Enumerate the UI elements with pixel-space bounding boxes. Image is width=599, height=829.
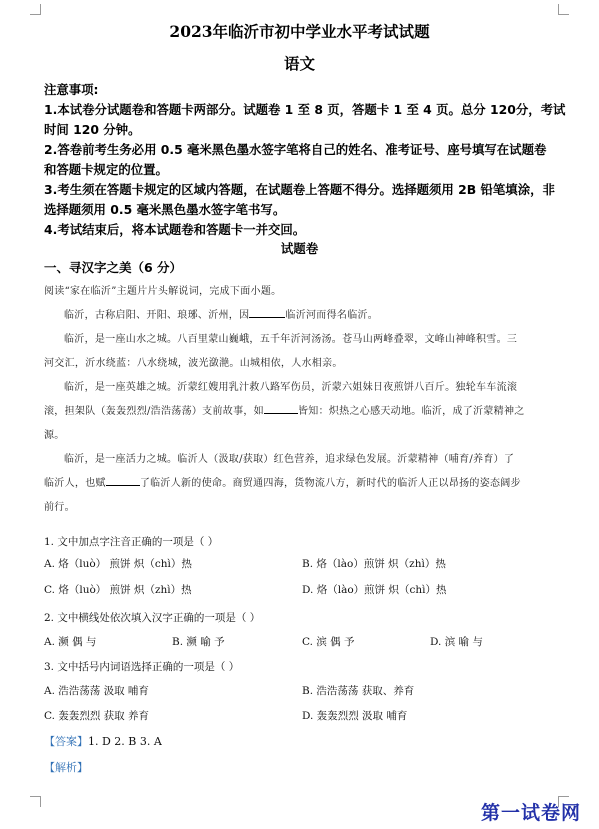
passage	[44, 304, 564, 520]
fill-blank	[249, 305, 285, 318]
notes-line: 1.本试卷分试题卷和答题卡两部分。试题卷 1 至 8 页，答题卡 1 至 4 页。总分 120分，考试	[44, 102, 566, 117]
exam-notes	[44, 80, 574, 240]
q3-option-a: A. 浩浩荡荡 汲取 哺育	[44, 685, 149, 697]
passage-line: 河交汇，沂水绕蓝：八水绕城，波光潋滟。山城相依，人水相亲。	[44, 358, 343, 369]
notes-line: 时间 120 分钟。	[44, 122, 141, 137]
notes-line: 选择题须用 0.5 毫米黑色墨水签字笔书写。	[44, 202, 286, 217]
passage-paragraph-3: 临沂，是一座英雄之城。沂蒙红嫂用乳汁救八路军伤员，沂蒙六姐妹日夜煎饼八百斤。独轮车车流滚	[64, 382, 518, 393]
q1-option-c: C. 烙（luò） 煎饼 炽（zhì）热	[44, 584, 192, 596]
passage-line: 前行。	[44, 502, 75, 513]
notes-line: 和答题卡规定的位置。	[44, 162, 168, 177]
answer-text: 1. D 2. B 3. A	[88, 735, 162, 748]
passage-paragraph-4: 临沂，是一座活力之城。临沂人（汲取/获取）红色营养，追求绿色发展。沂蒙精神（哺育/养育）了	[64, 454, 515, 465]
q2-option-c: C. 滨 偶 予	[302, 636, 355, 648]
passage-paragraph-1: 临沂，古称启阳、开阳、琅琊、沂州，因 临沂河而得名临沂。	[44, 304, 564, 328]
notes-line: 3.考生须在答题卡规定的区域内答题，在试题卷上答题不得分。选择题须用 2B 铅笔填涂，非	[44, 182, 555, 197]
answer-line	[44, 733, 162, 749]
q2-option-d: D. 滨 喻 与	[430, 636, 483, 648]
passage-paragraph-2: 临沂，是一座山水之城。八百里蒙山巍峨，五千年沂河汤汤。苍马山两峰叠翠，文峰山神峰积雪。三	[64, 334, 518, 345]
exam-subject: 语文	[283, 54, 315, 73]
crop-mark-top-left	[30, 4, 41, 15]
section-title: 试题卷	[280, 241, 319, 256]
q1-option-d: D. 烙（lào）煎饼 炽（chì）热	[302, 584, 447, 596]
intro-text: 阅读“家在临沂”主题片片头解说词，完成下面小题。	[44, 286, 282, 297]
question-1: 1. 文中加点字注音正确的一项是（ ）	[44, 536, 219, 548]
part-title: 一、寻汉字之美（6 分）	[44, 260, 183, 275]
q1-option-b: B. 烙（lào）煎饼 炽（zhì）热	[302, 558, 446, 570]
notes-line: 注意事项:	[44, 82, 99, 97]
reading-intro	[44, 280, 564, 304]
q2-option-b: B. 濒 喻 予	[172, 636, 225, 648]
q3-option-c: C. 轰轰烈烈 获取 养育	[44, 710, 150, 722]
q1-option-a: A. 烙（luò） 煎饼 炽（chì）热	[44, 558, 192, 570]
fill-blank	[264, 401, 298, 414]
answer-tag: 【答案】	[44, 735, 88, 748]
notes-line: 2.答卷前考生务必用 0.5 毫米黑色墨水签字笔将自己的姓名、准考证号、座号填写在试题卷	[44, 142, 547, 157]
q3-option-d: D. 轰轰烈烈 汲取 哺育	[302, 710, 408, 722]
notes-line: 4.考试结束后，将本试题卷和答题卡一并交回。	[44, 222, 306, 237]
crop-mark-top-right	[558, 4, 569, 15]
exam-title: 2023年临沂市初中学业水平考试试题	[169, 22, 430, 41]
passage-line: 滚，担架队（轰轰烈烈/浩浩荡荡）支前故事，如 皆知：炽热之心感天动地。临沂，成了沂蒙精神之	[44, 400, 564, 424]
analysis-tag: 【解析】	[44, 761, 88, 774]
fill-blank	[106, 473, 140, 486]
passage-line: 源。	[44, 430, 65, 441]
q3-option-b: B. 浩浩荡荡 获取、养育	[302, 685, 415, 697]
q2-option-a: A. 濒 偶 与	[44, 636, 97, 648]
question-2: 2. 文中横线处依次填入汉字正确的一项是（ ）	[44, 612, 261, 624]
site-watermark: 第一试卷网	[480, 802, 581, 824]
passage-line: 临沂人，也赋 了临沂人新的使命。商贸通四海，货物流八方，新时代的临沂人正以昂扬的姿态阔步	[44, 472, 564, 496]
crop-mark-bottom-left	[30, 796, 41, 807]
question-3: 3. 文中括号内词语选择正确的一项是（ ）	[44, 661, 240, 673]
